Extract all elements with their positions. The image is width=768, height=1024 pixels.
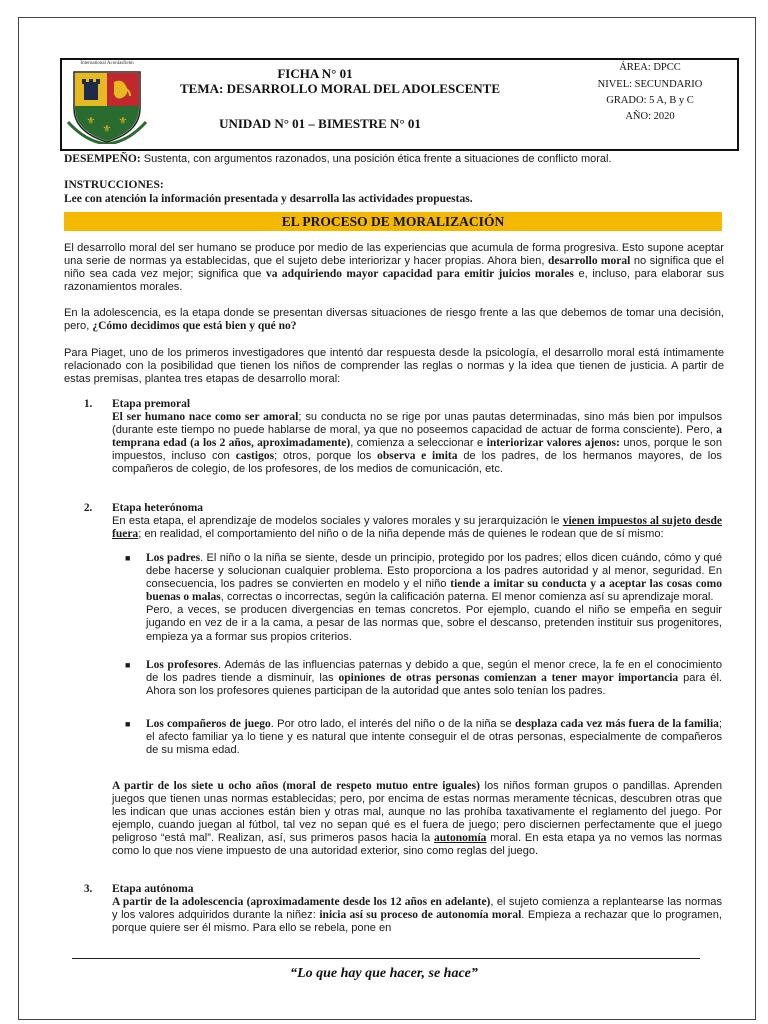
etapa3-number: 3. (84, 883, 93, 895)
bullet-profesores: Los profesores. Además de las influencias paternas y debido a que, según el menor crece, la fe en el conocimiento de los padres tiende a disminuir, las opiniones de otras personas comienzan a tener mayor importancia para él. Ahora son los profesores quienes participan de la autoridad que antes solo tenían los padres. (146, 659, 722, 698)
etapa2-body: En esta etapa, el aprendizaje de modelos sociales y valores morales y su jerarquización le vienen impuestos al sujeto desde fuera; en realidad, el comportamiento del niño o de la niña depende más de quienes le rodean que de sí mismo: (112, 515, 722, 541)
etapa2-title: Etapa heterónoma (112, 502, 204, 514)
logo-caption: International Aconlasfiehn (80, 61, 134, 66)
etapa2-number: 2. (84, 502, 93, 514)
svg-text:⚜: ⚜ (102, 124, 112, 135)
bullet-icon: ■ (125, 660, 131, 670)
nivel-label: NIVEL: SECUNDARIO (597, 79, 703, 90)
bullet-padres: Los padres. El niño o la niña se siente, desde un principio, protegido por los padres; ellos dicen cuándo, cómo y qué debe hacerse y solucionan cualquier problema. Esto proporciona a los padres autoridad y al menor, seguridad. En consecuencia, los padres se convierten en modelo y el niño tiende a imitar su conducta y a aceptar las cosas como buenas o malas, correctas o incorrectas, según la calificación paterna. El menor comienza así su aprendizaje moral. Pero, a veces, se producen divergencias en temas concretos. Por ejemplo, cuando el niño se empeña en seguir jugando en vez de ir a la cama, a pesar de las normas que, sobre el descanso, pretenden instituir sus progenitores, empieza ya a formar sus propios criterios. (146, 552, 722, 643)
bullet-companeros: Los compañeros de juego. Por otro lado, el interés del niño o de la niña se desplaza cada vez más fuera de la familia; el afecto familiar ya lo tiene y es natural que intente conseguir el de otras personas, especialmente de compañeros de su misma edad. (146, 718, 722, 757)
instrucciones-text: Lee con atención la información presentada y desarrolla las actividades propuestas. (64, 193, 473, 205)
bullet-icon: ■ (125, 553, 131, 563)
ficha-unidad: UNIDAD N° 01 – BIMESTRE N° 01 (219, 116, 421, 131)
grado-label: GRADO: 5 A, B y C (606, 95, 694, 106)
paragraph-adolescencia: En la adolescencia, es la etapa donde se presentan diversas situaciones de riesgo frente a las que debemos de tomar una decisión, pero, ¿Cómo decidimos que está bien y qué no? (64, 307, 724, 333)
ficha-tema: TEMA: DESARROLLO MORAL DEL ADOLESCENTE (179, 81, 500, 96)
paragraph-intro: El desarrollo moral del ser humano se produce por medio de las experiencias que acumula de forma progresiva. Esto supone aceptar una serie de normas ya establecidas, que el sujeto debe interiorizar y hacer propias. Ahora bien, desarrollo moral no significa que el niño sea cada vez mejor; significa que va adquiriendo mayor capacidad para emitir juicios morales e, incluso, para elaborar sus razonamientos morales. (64, 242, 724, 294)
svg-text:⚜: ⚜ (118, 116, 128, 127)
paragraph-piaget: Para Piaget, uno de los primeros investigadores que intentó dar respuesta desde la psicología, el desarrollo moral está íntimamente relacionado con la posibilidad que tienen los niños de comprender las reglas o normas y la idea que tienen de justicia. A partir de estas premisas, plantea tres etapas de desarrollo moral: (64, 347, 724, 386)
etapa1-body: El ser humano nace como ser amoral; su conducta no se rige por unas pautas determinadas, sino más bien por impulsos (durante este tiempo no puede hablarse de moral, ya que no poseemos capacidad de actuar de forma consciente). Pero, a temprana edad (a los 2 años, aproximadamente), comienza a seleccionar e interiorizar valores ajenos: unos, porque le son impuestos, incluso con castigos; otros, porque los observa e imita de los padres, de los hermanos mayores, de los compañeros de colegio, de los profesores, de los medios de comunicación, etc. (112, 411, 722, 476)
desempeno: DESEMPEÑO: Sustenta, con argumentos razonados, una posición ética frente a situaciones de conflicto moral. (64, 153, 612, 165)
etapa3-title: Etapa autónoma (112, 883, 194, 895)
anio-label: AÑO: 2020 (625, 111, 675, 122)
paragraph-siete-anios: A partir de los siete u ocho años (moral de respeto mutuo entre iguales) los niños forman grupos o pandillas. Aprenden juegos que tienen unas normas establecidas; pero, por encima de estas normas meramente técnicas, descubren otras que les indican que unas acciones están bien y otras mal, aunque no las prohíba taxativamente el reglamento del juego. Por ejemplo, cuando juegan al fútbol, tal vez no sepan qué es el fuera de juego; pero disciernen perfectamente que el juego peligroso “está mal”. Realizan, así, sus primeros pasos hacia la autonomía moral. En esta etapa ya no vemos las normas como lo que nos viene impuesto de una autoridad exterior, sino como reglas del juego. (112, 780, 723, 858)
bullet-icon: ■ (125, 719, 131, 729)
section-title: EL PROCESO DE MORALIZACIÓN (64, 212, 722, 231)
instrucciones-title: INSTRUCCIONES: (64, 179, 164, 191)
etapa3-body: A partir de la adolescencia (aproximadamente desde los 12 años en adelante), el sujeto comienza a replantearse las normas y los valores adquiridos durante la niñez: inicia así su proceso de autonomía moral. Empieza a rechazar que lo programen, porque quiere ser él mismo. Para ello se rebela, pone en (112, 896, 722, 935)
svg-text:⚜: ⚜ (86, 116, 96, 127)
etapa1-number: 1. (84, 398, 93, 410)
area-label: ÁREA: DPCC (619, 62, 681, 73)
etapa1-title: Etapa premoral (112, 398, 191, 410)
ficha-number: FICHA N° 01 (277, 66, 353, 81)
school-crest-icon (66, 62, 148, 144)
footer-divider (72, 958, 700, 959)
footer-quote: “Lo que hay que hacer, se hace” (290, 966, 478, 981)
